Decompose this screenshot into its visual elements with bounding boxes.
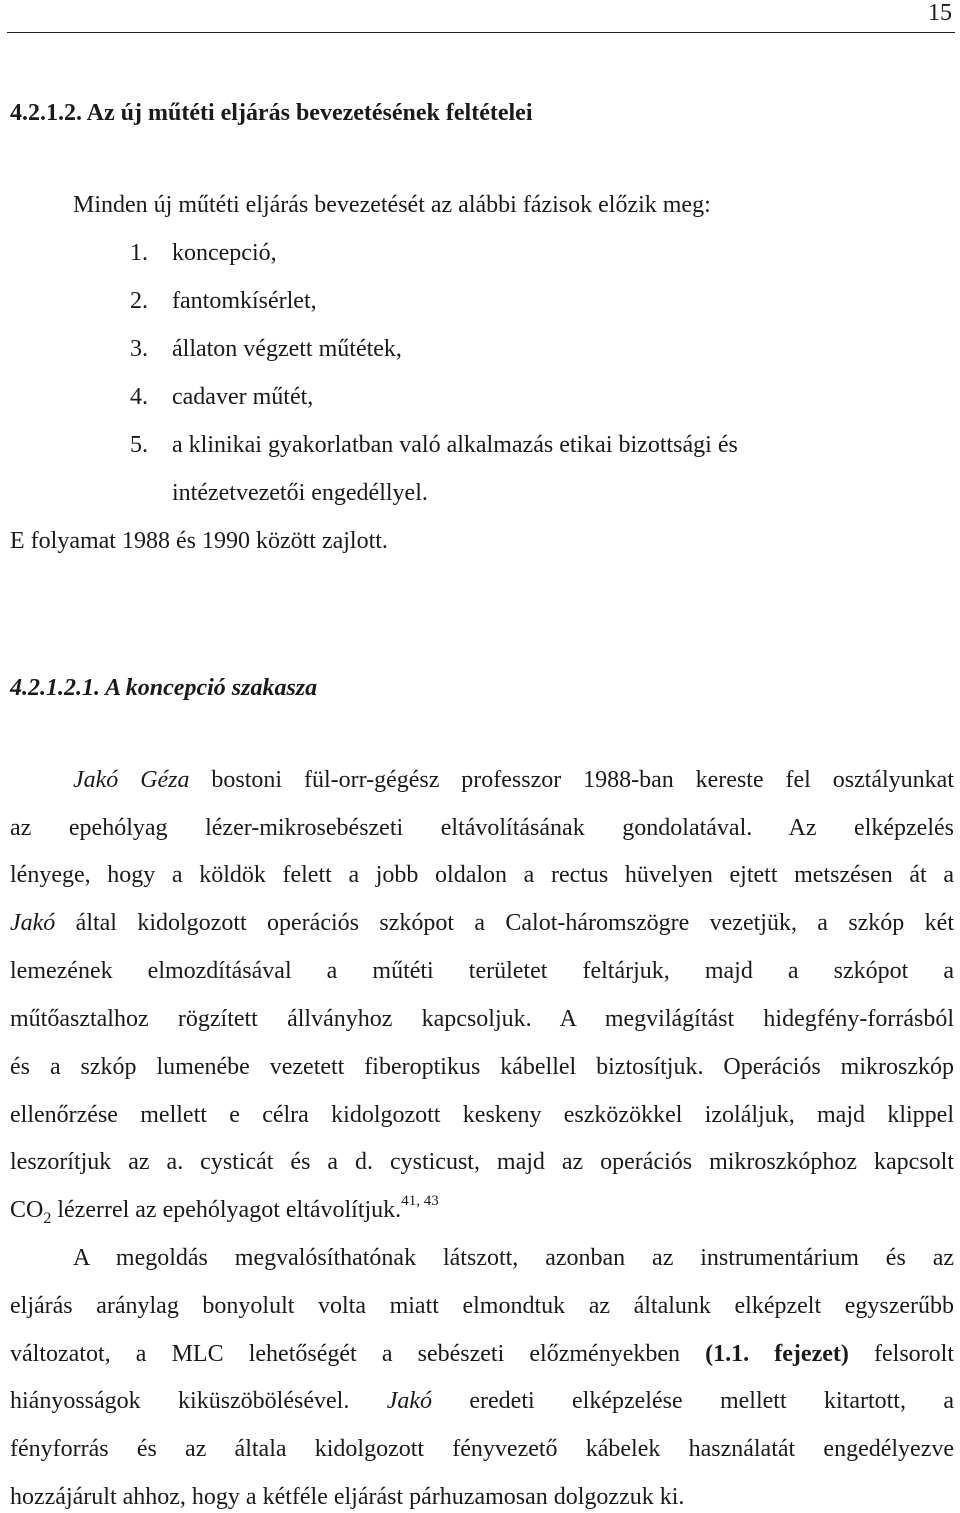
section-heading: 4.2.1.2. Az új műtéti eljárás bevezetésének feltételei bbox=[10, 100, 533, 126]
intro-text: Minden új műtéti eljárás bevezetését az alábbi fázisok előzik meg: bbox=[73, 192, 711, 218]
paragraph-line: az epehólyag lézer-mikrosebészeti eltávolításának gondolatával. Az elképzelés bbox=[10, 815, 954, 841]
paragraph-line: lényege, hogy a köldök felett a jobb oldalon a rectus hüvelyen ejtett metszésen át a bbox=[10, 862, 954, 888]
paragraph-line: Jakó által kidolgozott operációs szkópot a Calot-háromszögre vezetjük, a szkóp két bbox=[10, 910, 954, 936]
list-item-number: 2. bbox=[130, 288, 148, 314]
person-name: Jakó bbox=[386, 1388, 432, 1414]
list-item-continuation: intézetvezetői engedéllyel. bbox=[172, 480, 428, 506]
list-item: koncepció, bbox=[172, 240, 277, 266]
paragraph-line: hiányosságok kiküszöbölésével. Jakó eredeti elképzelése mellett kitartott, a bbox=[10, 1388, 954, 1414]
header-rule bbox=[7, 32, 955, 33]
paragraph-line: fényforrás és az általa kidolgozott fényvezető kábelek használatát engedélyezve bbox=[10, 1436, 954, 1462]
page-number: 15 bbox=[928, 0, 952, 26]
person-name: Jakó bbox=[10, 910, 56, 936]
paragraph-line: Jakó Géza bostoni fül-orr-gégész professzor 1988-ban kereste fel osztályunkat bbox=[73, 767, 954, 793]
list-item-number: 1. bbox=[130, 240, 148, 266]
paragraph-line: eljárás aránylag bonyolult volta miatt elmondtuk az általunk elképzelt egyszerűbb bbox=[10, 1293, 954, 1319]
list-item: cadaver műtét, bbox=[172, 384, 314, 410]
summary-text: E folyamat 1988 és 1990 között zajlott. bbox=[10, 528, 388, 554]
list-item-number: 3. bbox=[130, 336, 148, 362]
chapter-reference: (1.1. fejezet) bbox=[705, 1341, 849, 1367]
paragraph-line: és a szkóp lumenébe vezetett fiberoptikus kábellel biztosítjuk. Operációs mikroszkóp bbox=[10, 1054, 954, 1080]
paragraph-line: lemezének elmozdításával a műtéti területet feltárjuk, majd a szkópot a bbox=[10, 958, 954, 984]
reference-superscript: 41, 43 bbox=[401, 1193, 439, 1209]
paragraph-line: leszorítjuk az a. cysticát és a d. cysticust, majd az operációs mikroszkóphoz kapcsolt bbox=[10, 1149, 954, 1175]
list-item-number: 5. bbox=[130, 432, 148, 458]
paragraph-line: hozzájárult ahhoz, hogy a kétféle eljárást párhuzamosan dolgozzuk ki. bbox=[10, 1484, 685, 1510]
paragraph-line: A megoldás megvalósíthatónak látszott, azonban az instrumentárium és az bbox=[73, 1245, 954, 1271]
subscript: 2 bbox=[43, 1210, 52, 1227]
paragraph-line: változatot, a MLC lehetőségét a sebészeti előzményekben (1.1. fejezet) felsorolt bbox=[10, 1341, 954, 1367]
list-item-number: 4. bbox=[130, 384, 148, 410]
paragraph-line: $CO_2$ lézerrel az epehólyagot eltávolítjuk.$^{41, 43}$ bbox=[10, 1193, 439, 1227]
subsection-heading: 4.2.1.2.1. A koncepció szakasza bbox=[10, 675, 318, 701]
paragraph-line: ellenőrzése mellett e célra kidolgozott keskeny eszközökkel izoláljuk, majd klippel bbox=[10, 1102, 954, 1128]
paragraph-line: műtőasztalhoz rögzített állványhoz kapcsoljuk. A megvilágítást hidegfény-forrásból bbox=[10, 1006, 954, 1032]
person-name: Jakó Géza bbox=[73, 767, 190, 793]
list-item: állaton végzett műtétek, bbox=[172, 336, 402, 362]
list-item: a klinikai gyakorlatban való alkalmazás etikai bizottsági és bbox=[172, 432, 738, 458]
list-item: fantomkísérlet, bbox=[172, 288, 317, 314]
